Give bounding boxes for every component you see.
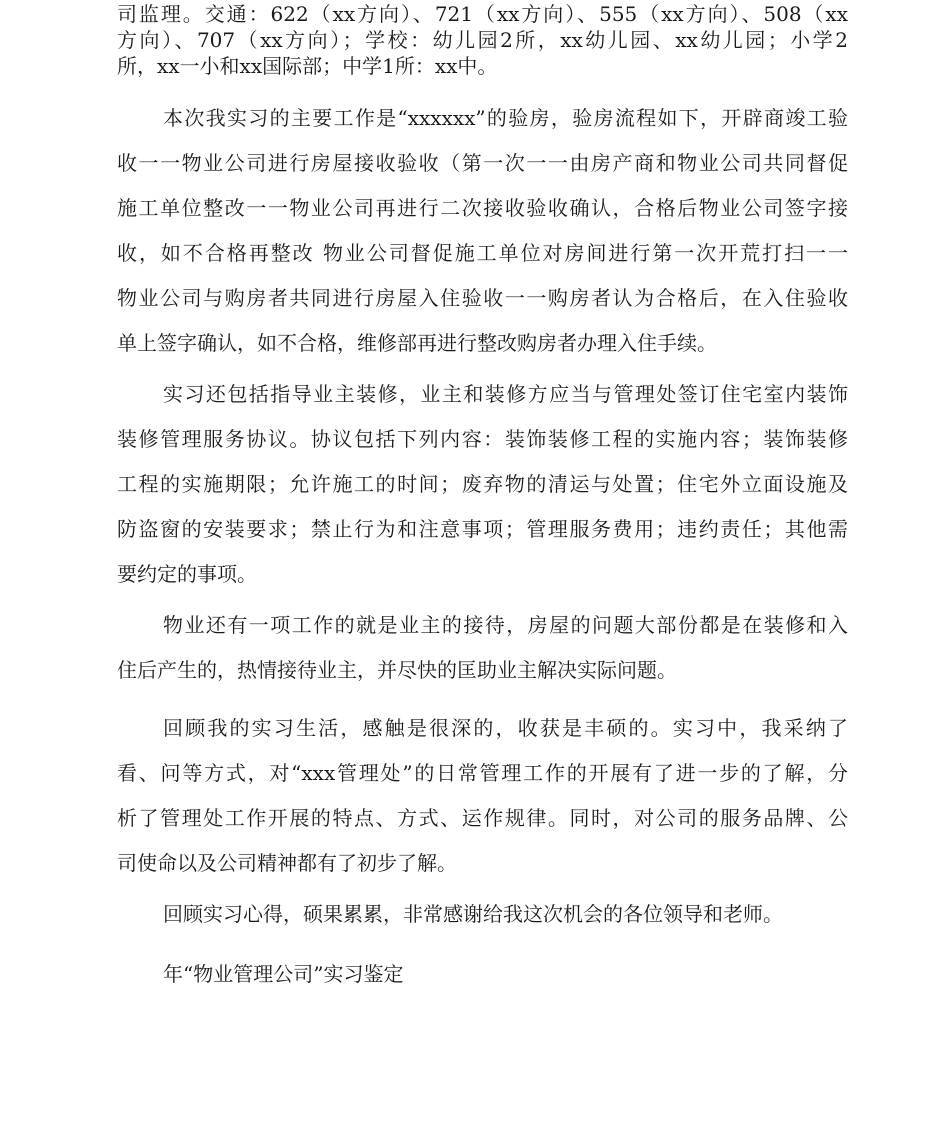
intro-paragraph	[117, 1, 848, 79]
text-line: 物业公司与购房者共同进行房屋入住验收一一购房者认为合格后，在入住验收	[117, 286, 848, 310]
paragraph-reception	[117, 603, 848, 693]
text-line: 物业还有一项工作的就是业主的接待，房屋的问题大部份都是在装修和入	[163, 613, 848, 637]
paragraph-renovation	[117, 372, 848, 597]
text-line: 析了管理处工作开展的特点、方式、运作规律。同时，对公司的服务品牌、公	[117, 806, 848, 830]
paragraph-inspection	[117, 96, 848, 366]
text-line: 司监理。交通：622（xx方向）、721（xx方向）、555（xx方向）、508（xx	[117, 2, 848, 26]
text-line: 看、问等方式，对“xxx管理处”的日常管理工作的开展有了进一步的了解，分	[117, 761, 848, 785]
text-line: 装修管理服务协议。协议包括下列内容：装饰装修工程的实施内容；装饰装修	[117, 427, 848, 451]
text-line: 回顾我的实习生活，感触是很深的，收获是丰硕的。实习中，我采纳了	[163, 716, 848, 740]
text-line: 单上签字确认，如不合格，维修部再进行整改购房者办理入住手续。	[117, 331, 717, 355]
text-line: 司使命以及公司精神都有了初步了解。	[117, 851, 457, 875]
text-line: 要约定的事项。	[117, 562, 257, 586]
heading-line: 年“物业管理公司”实习鉴定	[163, 962, 404, 986]
paragraph-thanks	[117, 892, 848, 937]
text-line: 防盗窗的安装要求；禁止行为和注意事项；管理服务费用；违约责任；其他需	[117, 517, 848, 541]
text-line: 收一一物业公司进行房屋接收验收（第一次一一由房产商和物业公司共同督促	[117, 151, 848, 175]
text-line: 所，xx一小和xx国际部；中学1所：xx中。	[117, 54, 498, 78]
paragraph-review	[117, 706, 848, 886]
text-line: 住后产生的，热情接待业主，并尽快的匡助业主解决实际问题。	[117, 658, 677, 682]
section-heading	[117, 952, 848, 997]
text-line: 施工单位整改一一物业公司再进行二次接收验收确认，合格后物业公司签字接	[117, 196, 848, 220]
text-line: 工程的实施期限；允许施工的时间；废弃物的清运与处置；住宅外立面设施及	[117, 472, 848, 496]
text-line: 实习还包括指导业主装修，业主和装修方应当与管理处签订住宅室内装饰	[163, 382, 848, 406]
text-line: 回顾实习心得，硕果累累，非常感谢给我这次机会的各位领导和老师。	[163, 902, 783, 926]
text-line: 本次我实习的主要工作是“xxxxxx”的验房，验房流程如下，开辟商竣工验	[163, 106, 848, 130]
text-line: 收，如不合格再整改 物业公司督促施工单位对房间进行第一次开荒打扫一一	[117, 241, 848, 265]
text-line: 方向）、707（xx方向）；学校：幼儿园2所，xx幼儿园、xx幼儿园；小学2	[117, 28, 848, 52]
